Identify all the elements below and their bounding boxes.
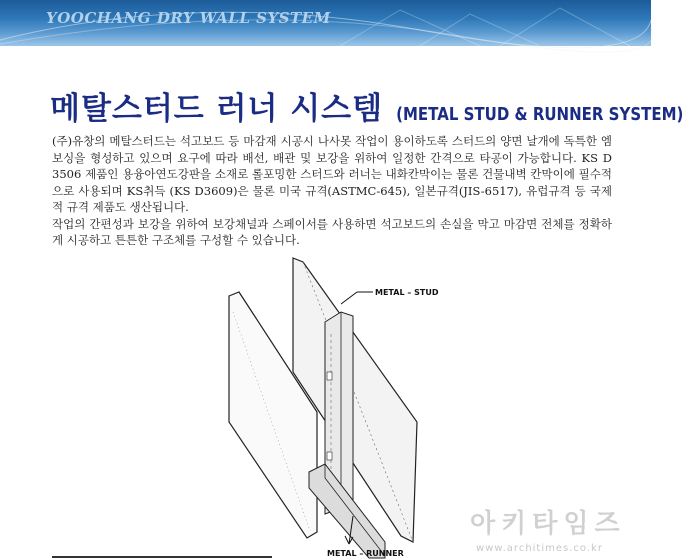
description xyxy=(52,133,612,249)
watermark-url: www.architimes.co.kr xyxy=(476,543,603,554)
bottom-rule xyxy=(52,556,272,558)
page-title-korean: 메탈스터드 러너 시스템 xyxy=(50,91,384,127)
description-paragraph-1: (주)유창의 메탈스터드는 석고보드 등 마감재 시공시 나사못 작업이 용이하도록 스터드의 양면 날개에 독특한 엠보싱을 형성하고 있으며 요구에 따라 배선, 배관 및 보강을 위하여 일정한 간격으로 타공이 가능합니다. KS D 3506 제품인 용융아연도강판을 소재로 롤포밍한 스터드와 러너는 내화칸막이는 물론 건물내벽 칸막이에 필수적으로 사용되며 KS취득 (KS D3609)은 물론 미국 규격(ASTMC-645), 일본규격(JIS-6517), 유럽규격 등 국제적 규격 제품도 생산됩니다. xyxy=(52,134,612,214)
page-title-english: (METAL STUD & RUNNER SYSTEM) xyxy=(396,103,683,125)
banner-title: YOOCHANG DRY WALL SYSTEM xyxy=(46,9,331,27)
header-banner xyxy=(0,0,651,46)
label-metal-stud: METAL – STUD xyxy=(375,288,439,297)
page-title xyxy=(50,83,683,128)
stud-leader-line xyxy=(341,292,357,304)
label-metal-runner: METAL – RUNNER xyxy=(327,549,404,558)
stud-punch-hole xyxy=(327,372,332,380)
stud-runner-diagram xyxy=(225,252,439,560)
stud-punch-hole xyxy=(327,452,332,460)
description-paragraph-2: 작업의 간편성과 보강을 위하여 보강채널과 스페이서를 사용하면 석고보드의 손실을 막고 마감면 전체를 정확하게 시공하고 튼튼한 구조체를 구성할 수 있습니다. xyxy=(52,216,612,247)
watermark-logo: 아키타임즈 xyxy=(470,509,626,539)
